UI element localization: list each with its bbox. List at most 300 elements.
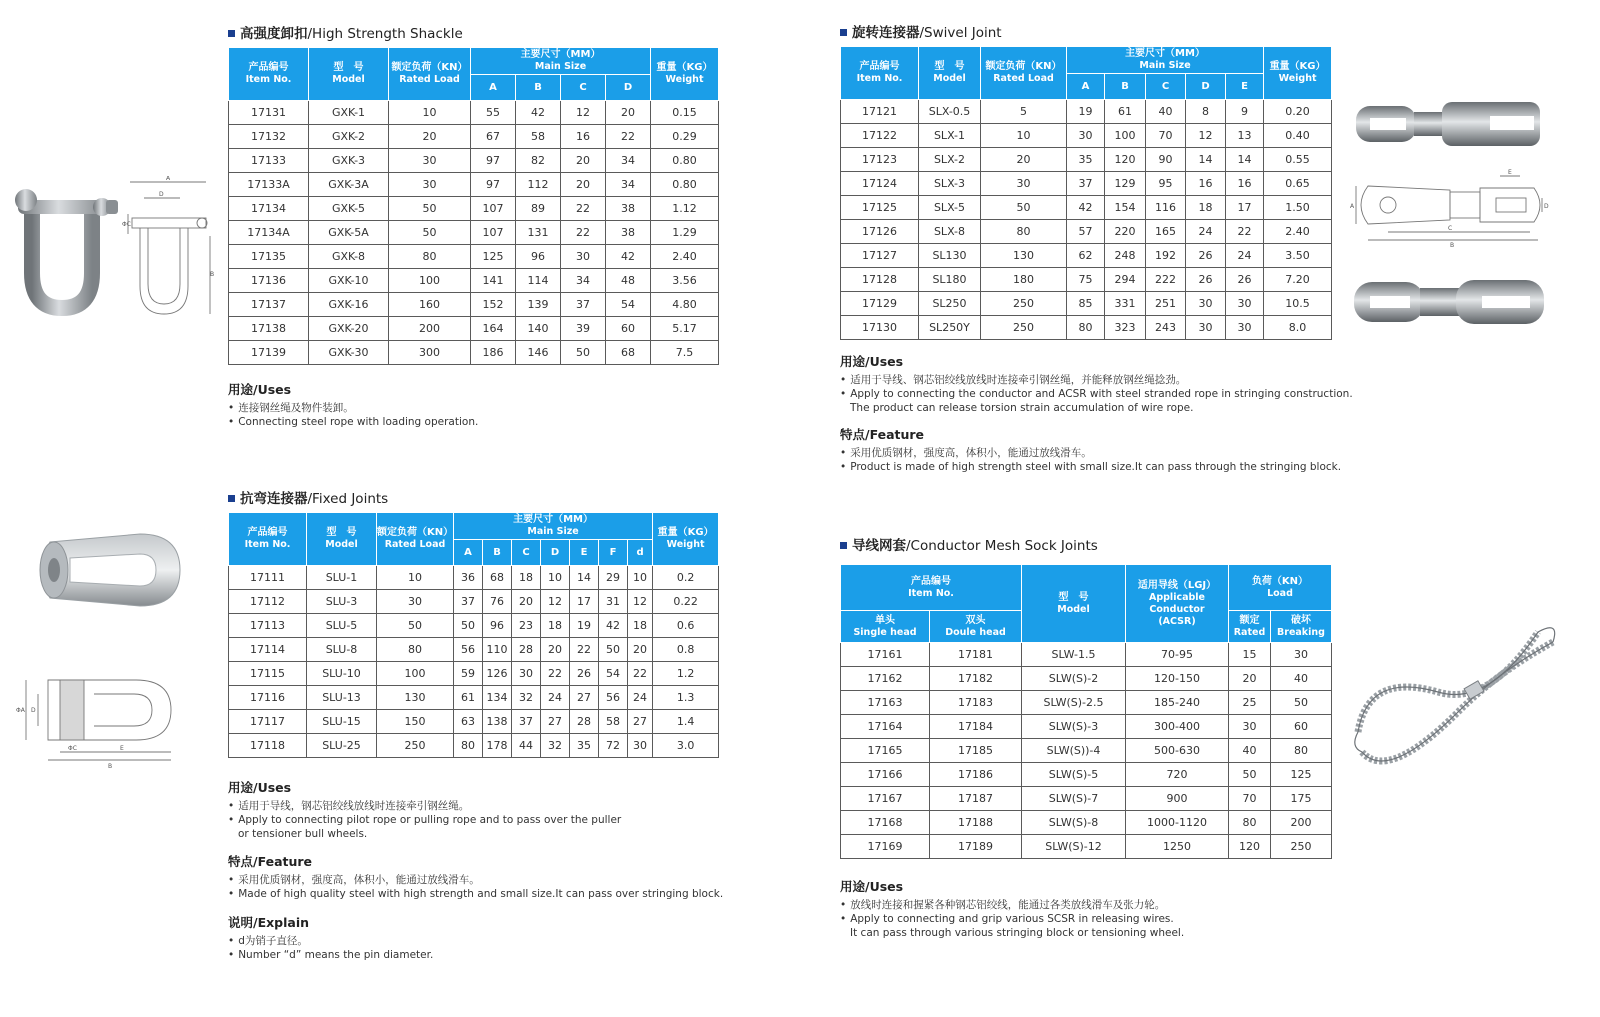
table-cell: 17167	[841, 787, 930, 811]
table-cell: 17117	[229, 710, 307, 734]
table-cell: 28	[570, 710, 599, 734]
shackle-drawing	[122, 176, 217, 321]
table-cell: 80	[1067, 316, 1105, 340]
table-cell: 30	[512, 662, 541, 686]
table-cell: 250	[981, 316, 1067, 340]
table-cell: 61	[1105, 100, 1146, 124]
table-cell: 134	[483, 686, 512, 710]
table-cell: 39	[561, 317, 606, 341]
table-cell: SLW(S)-3	[1022, 715, 1126, 739]
table-cell: 80	[389, 245, 471, 269]
table-cell: 42	[599, 614, 628, 638]
table-row	[841, 787, 1332, 811]
table-cell: 154	[1105, 196, 1146, 220]
table-cell: 10	[981, 124, 1067, 148]
table-cell: 30	[1226, 292, 1264, 316]
table-cell: 97	[471, 173, 516, 197]
header-size-col: B	[483, 540, 512, 566]
table-cell: 129	[1105, 172, 1146, 196]
table-cell: 1.50	[1264, 196, 1332, 220]
table-cell: 70	[1229, 787, 1271, 811]
table-row	[229, 221, 719, 245]
table-row	[229, 566, 719, 590]
table-cell: 17127	[841, 244, 919, 268]
table-cell: 50	[981, 196, 1067, 220]
table-cell: 13	[1226, 124, 1264, 148]
table-cell: 8	[1186, 100, 1226, 124]
table-cell: 0.20	[1264, 100, 1332, 124]
shackle-photo	[10, 178, 120, 318]
table-cell: GXK-16	[309, 293, 389, 317]
header-model: 型 号 Model	[307, 513, 377, 566]
table-row	[841, 316, 1332, 340]
table-cell: 17161	[841, 643, 930, 667]
table-cell: 35	[570, 734, 599, 758]
table-cell: 97	[471, 149, 516, 173]
table-cell: 140	[516, 317, 561, 341]
table-cell: 37	[1067, 172, 1105, 196]
table-cell: SLW(S)-12	[1022, 835, 1126, 859]
table-cell: 17132	[229, 125, 309, 149]
swivel-drawing-label-b: B	[1450, 242, 1455, 248]
table-row	[229, 686, 719, 710]
table-cell: 82	[516, 149, 561, 173]
table-cell: 18	[512, 566, 541, 590]
table-cell: 20	[981, 148, 1067, 172]
table-cell: 58	[516, 125, 561, 149]
table-cell: 12	[561, 101, 606, 125]
table-cell: 0.15	[651, 101, 719, 125]
swivel-drawing-label-d: D	[1544, 203, 1549, 210]
header-main-size: 主要尺寸（MM） Main Size	[454, 513, 653, 540]
table-cell: SLX-0.5	[919, 100, 981, 124]
header-applicable-conductor: 适用导线（LGJ） Applicable Conductor (ACSR)	[1126, 565, 1229, 643]
table-cell: SLX-1	[919, 124, 981, 148]
table-cell: 18	[628, 614, 653, 638]
table-cell: 63	[454, 710, 483, 734]
header-size-col: d	[628, 540, 653, 566]
table-row	[841, 739, 1332, 763]
table-cell: 4.80	[651, 293, 719, 317]
table-cell: 22	[561, 221, 606, 245]
table-cell: 20	[561, 149, 606, 173]
table-cell: 56	[599, 686, 628, 710]
table-cell: 15	[1229, 643, 1271, 667]
table-cell: 107	[471, 221, 516, 245]
table-cell: 17123	[841, 148, 919, 172]
table-row	[841, 220, 1332, 244]
shackle-table	[228, 47, 719, 365]
table-cell: SLW(S)-7	[1022, 787, 1126, 811]
table-cell: 110	[483, 638, 512, 662]
table-cell: 138	[483, 710, 512, 734]
table-cell: 17187	[930, 787, 1022, 811]
table-cell: 37	[512, 710, 541, 734]
table-cell: 60	[606, 317, 651, 341]
table-cell: 17121	[841, 100, 919, 124]
table-cell: 17162	[841, 667, 930, 691]
header-model: 型 号 Model	[309, 48, 389, 101]
table-cell: 0.80	[651, 149, 719, 173]
table-cell: 112	[516, 173, 561, 197]
table-cell: 50	[377, 614, 454, 638]
table-cell: 14	[570, 566, 599, 590]
table-cell: 20	[606, 101, 651, 125]
table-cell: 70	[1146, 124, 1186, 148]
mesh-section-title: 导线网套/Conductor Mesh Sock Joints	[840, 534, 1098, 554]
table-cell: 3.0	[653, 734, 719, 758]
table-cell: 30	[1271, 643, 1332, 667]
header-item-no: 产品编号 Item No.	[229, 513, 307, 566]
table-cell: 30	[1229, 715, 1271, 739]
table-cell: 2.40	[651, 245, 719, 269]
table-cell: 1.4	[653, 710, 719, 734]
table-cell: 0.29	[651, 125, 719, 149]
table-cell: 17126	[841, 220, 919, 244]
table-cell: 14	[1186, 148, 1226, 172]
table-cell: 10	[541, 566, 570, 590]
table-cell: 17184	[930, 715, 1022, 739]
header-size-col: D	[541, 540, 570, 566]
header-item-no: 产品编号 Item No.	[229, 48, 309, 101]
table-cell: SLW(S)-2	[1022, 667, 1126, 691]
fixed-uses: 用途/Uses • 适用于导线，钢芯铝绞线放线时连接牵引钢丝绳。 • Apply to connecting pilot rope or pulling rope and to pass over the puller or tensioner bull wheels.	[228, 781, 621, 841]
table-cell: 17137	[229, 293, 309, 317]
table-cell: 42	[606, 245, 651, 269]
table-cell: 0.80	[651, 173, 719, 197]
table-cell: 26	[1186, 268, 1226, 292]
header-size-col: A	[454, 540, 483, 566]
table-cell: 75	[1067, 268, 1105, 292]
table-cell: 17	[1226, 196, 1264, 220]
table-cell: 107	[471, 197, 516, 221]
table-cell: 17133A	[229, 173, 309, 197]
table-cell: 131	[516, 221, 561, 245]
swivel-table-body	[841, 100, 1332, 340]
table-cell: SL250Y	[919, 316, 981, 340]
table-row	[229, 149, 719, 173]
table-cell: 68	[483, 566, 512, 590]
table-row	[841, 148, 1332, 172]
table-cell: 152	[471, 293, 516, 317]
table-cell: 16	[561, 125, 606, 149]
table-cell: 54	[599, 662, 628, 686]
table-cell: 42	[516, 101, 561, 125]
table-row	[841, 292, 1332, 316]
table-cell: 10.5	[1264, 292, 1332, 316]
table-cell: 125	[1271, 763, 1332, 787]
table-cell: 120	[1105, 148, 1146, 172]
table-cell: 17164	[841, 715, 930, 739]
table-cell: 178	[483, 734, 512, 758]
table-cell: 72	[599, 734, 628, 758]
table-cell: 32	[512, 686, 541, 710]
table-cell: 720	[1126, 763, 1229, 787]
table-cell: 68	[606, 341, 651, 365]
table-cell: GXK-30	[309, 341, 389, 365]
header-rated-load: 额定负荷（KN） Rated Load	[981, 47, 1067, 100]
table-cell: 5.17	[651, 317, 719, 341]
table-cell: 250	[1271, 835, 1332, 859]
table-cell: 50	[561, 341, 606, 365]
header-breaking: 破坏 Breaking	[1271, 611, 1332, 643]
table-cell: 2.40	[1264, 220, 1332, 244]
table-cell: SLW(S)-5	[1022, 763, 1126, 787]
table-cell: 58	[599, 710, 628, 734]
header-size-col: F	[599, 540, 628, 566]
table-row	[229, 710, 719, 734]
shackle-drawing-label-d: D	[159, 191, 164, 198]
table-cell: SLU-13	[307, 686, 377, 710]
table-cell: 36	[454, 566, 483, 590]
table-cell: 17128	[841, 268, 919, 292]
table-cell: 42	[1067, 196, 1105, 220]
table-cell: 1.2	[653, 662, 719, 686]
table-cell: 40	[1229, 739, 1271, 763]
table-row	[841, 196, 1332, 220]
table-cell: SLX-2	[919, 148, 981, 172]
table-row	[841, 244, 1332, 268]
table-cell: 89	[516, 197, 561, 221]
table-cell: 50	[454, 614, 483, 638]
shackle-drawing-label-b: B	[210, 271, 215, 278]
table-cell: 1250	[1126, 835, 1229, 859]
table-cell: 24	[1186, 220, 1226, 244]
header-weight: 重量（KG） Weight	[653, 513, 719, 566]
header-double-head: 双头 Doule head	[930, 611, 1022, 643]
table-cell: 17113	[229, 614, 307, 638]
table-cell: 70-95	[1126, 643, 1229, 667]
table-cell: 1000-1120	[1126, 811, 1229, 835]
table-cell: 22	[628, 662, 653, 686]
table-cell: 17114	[229, 638, 307, 662]
table-cell: SLU-8	[307, 638, 377, 662]
swivel-drawing-label-a: A	[1350, 203, 1355, 210]
header-col-c: C	[561, 75, 606, 101]
table-cell: 96	[483, 614, 512, 638]
table-cell: SLX-3	[919, 172, 981, 196]
table-cell: 40	[1146, 100, 1186, 124]
fixed-drawing-label-b: B	[108, 763, 113, 770]
mesh-sock-photo	[1348, 612, 1568, 782]
table-cell: 7.5	[651, 341, 719, 365]
fixed-drawing-label-c: ΦC	[68, 745, 77, 752]
table-cell: 17	[570, 590, 599, 614]
table-cell: 17125	[841, 196, 919, 220]
table-cell: 56	[454, 638, 483, 662]
table-cell: 17166	[841, 763, 930, 787]
table-cell: 17169	[841, 835, 930, 859]
table-cell: 16	[1186, 172, 1226, 196]
table-cell: 0.65	[1264, 172, 1332, 196]
table-cell: 20	[561, 173, 606, 197]
table-cell: 80	[377, 638, 454, 662]
table-cell: 146	[516, 341, 561, 365]
table-cell: 192	[1146, 244, 1186, 268]
table-cell: 17134A	[229, 221, 309, 245]
table-cell: 61	[454, 686, 483, 710]
header-rated-load: 额定负荷（KN） Rated Load	[389, 48, 471, 101]
table-row	[841, 667, 1332, 691]
table-cell: 17135	[229, 245, 309, 269]
table-cell: 1.29	[651, 221, 719, 245]
table-cell: 55	[471, 101, 516, 125]
table-cell: 10	[628, 566, 653, 590]
table-row	[841, 100, 1332, 124]
table-cell: 12	[628, 590, 653, 614]
table-cell: GXK-1	[309, 101, 389, 125]
table-cell: SLU-10	[307, 662, 377, 686]
table-cell: 0.8	[653, 638, 719, 662]
table-cell: 14	[1226, 148, 1264, 172]
table-cell: 116	[1146, 196, 1186, 220]
table-cell: 54	[606, 293, 651, 317]
table-cell: 114	[516, 269, 561, 293]
table-cell: 139	[516, 293, 561, 317]
table-cell: 17131	[229, 101, 309, 125]
table-cell: 17133	[229, 149, 309, 173]
table-cell: 17168	[841, 811, 930, 835]
table-cell: SLX-8	[919, 220, 981, 244]
table-row	[229, 245, 719, 269]
table-cell: 17139	[229, 341, 309, 365]
table-cell: 175	[1271, 787, 1332, 811]
table-row	[841, 172, 1332, 196]
mesh-uses: 用途/Uses • 放线时连接和握紧各种钢芯铝绞线，能通过各类放线滑车及张力轮。 • Apply to connecting and grip various SCSR in releasing wires. It can pass through various stringing block or tensioning wheel.	[840, 880, 1184, 940]
header-size-col: D	[1186, 74, 1226, 100]
table-cell: 31	[599, 590, 628, 614]
table-cell: 5	[981, 100, 1067, 124]
header-model: 型 号 Model	[919, 47, 981, 100]
header-rated: 额定 Rated	[1229, 611, 1271, 643]
table-cell: 150	[377, 710, 454, 734]
table-cell: 24	[1226, 244, 1264, 268]
table-cell: 24	[628, 686, 653, 710]
swivel-drawing-label-e: E	[1508, 169, 1512, 176]
fixed-drawing-label-d: D	[31, 707, 36, 714]
table-row	[841, 811, 1332, 835]
table-cell: 10	[377, 566, 454, 590]
table-cell: SLW(S))-4	[1022, 739, 1126, 763]
table-cell: 17111	[229, 566, 307, 590]
table-cell: SLW(S)-2.5	[1022, 691, 1126, 715]
table-cell: 29	[599, 566, 628, 590]
table-cell: 85	[1067, 292, 1105, 316]
table-cell: 130	[981, 244, 1067, 268]
table-cell: 48	[606, 269, 651, 293]
table-cell: GXK-3	[309, 149, 389, 173]
table-row	[229, 317, 719, 341]
table-cell: 30	[1186, 316, 1226, 340]
table-cell: 17118	[229, 734, 307, 758]
table-cell: SLU-3	[307, 590, 377, 614]
table-cell: 125	[471, 245, 516, 269]
table-cell: 0.40	[1264, 124, 1332, 148]
table-cell: 323	[1105, 316, 1146, 340]
table-cell: 34	[561, 269, 606, 293]
table-row	[841, 715, 1332, 739]
table-row	[229, 638, 719, 662]
table-cell: 22	[561, 197, 606, 221]
table-cell: 186	[471, 341, 516, 365]
table-row	[229, 197, 719, 221]
swivel-photo-bottom	[1350, 272, 1550, 332]
table-cell: SLW-1.5	[1022, 643, 1126, 667]
swivel-drawing	[1350, 168, 1550, 248]
table-cell: 27	[570, 686, 599, 710]
table-cell: 50	[389, 197, 471, 221]
table-cell: 62	[1067, 244, 1105, 268]
fixed-joint-drawing	[16, 672, 181, 772]
table-cell: 28	[512, 638, 541, 662]
table-cell: SLU-5	[307, 614, 377, 638]
table-cell: SLU-15	[307, 710, 377, 734]
table-cell: SLW(S)-8	[1022, 811, 1126, 835]
table-cell: 57	[1067, 220, 1105, 244]
table-row	[229, 125, 719, 149]
table-cell: 100	[377, 662, 454, 686]
table-cell: 100	[389, 269, 471, 293]
shackle-uses: 用途/Uses • 连接钢丝绳及物件装卸。 • Connecting steel rope with loading operation.	[228, 383, 478, 429]
table-cell: 200	[1271, 811, 1332, 835]
table-cell: 20	[628, 638, 653, 662]
table-cell: 17130	[841, 316, 919, 340]
table-cell: 20	[541, 638, 570, 662]
table-cell: 37	[561, 293, 606, 317]
table-cell: 23	[512, 614, 541, 638]
table-cell: 300-400	[1126, 715, 1229, 739]
table-cell: 17129	[841, 292, 919, 316]
table-cell: 250	[377, 734, 454, 758]
table-cell: 141	[471, 269, 516, 293]
swivel-uses: 用途/Uses • 适用于导线、钢芯铝绞线放线时连接牵引钢丝绳，并能释放钢丝绳捻劲。 • Apply to connecting the conductor and ACSR with steel stranded rope in stringing construction. The product can release torsion strain accumulation of wire rope.	[840, 355, 1353, 415]
table-cell: 50	[1271, 691, 1332, 715]
header-size-col: C	[1146, 74, 1186, 100]
table-cell: SLX-5	[919, 196, 981, 220]
table-cell: 17165	[841, 739, 930, 763]
table-cell: 248	[1105, 244, 1146, 268]
table-cell: 17189	[930, 835, 1022, 859]
table-cell: SL130	[919, 244, 981, 268]
table-cell: 17182	[930, 667, 1022, 691]
fixed-explain: 说明/Explain • d为销子直径。 • Number “d” means the pin diameter.	[228, 916, 433, 962]
table-cell: 30	[1226, 316, 1264, 340]
table-row	[229, 341, 719, 365]
table-cell: 3.56	[651, 269, 719, 293]
table-cell: 200	[389, 317, 471, 341]
table-cell: 27	[628, 710, 653, 734]
table-cell: 16	[1226, 172, 1264, 196]
table-cell: 30	[981, 172, 1067, 196]
table-cell: 80	[1229, 811, 1271, 835]
table-cell: 9	[1226, 100, 1264, 124]
table-cell: 243	[1146, 316, 1186, 340]
table-cell: 25	[1229, 691, 1271, 715]
header-size-col: A	[1067, 74, 1105, 100]
table-cell: GXK-8	[309, 245, 389, 269]
mesh-table	[840, 564, 1332, 859]
table-cell: 30	[377, 590, 454, 614]
table-cell: 30	[1067, 124, 1105, 148]
fixed-drawing-label-e: E	[120, 745, 124, 752]
table-cell: 32	[541, 734, 570, 758]
header-col-d: D	[606, 75, 651, 101]
table-cell: 126	[483, 662, 512, 686]
table-cell: 34	[606, 173, 651, 197]
table-cell: 100	[1105, 124, 1146, 148]
table-cell: 38	[606, 197, 651, 221]
table-cell: 30	[389, 149, 471, 173]
